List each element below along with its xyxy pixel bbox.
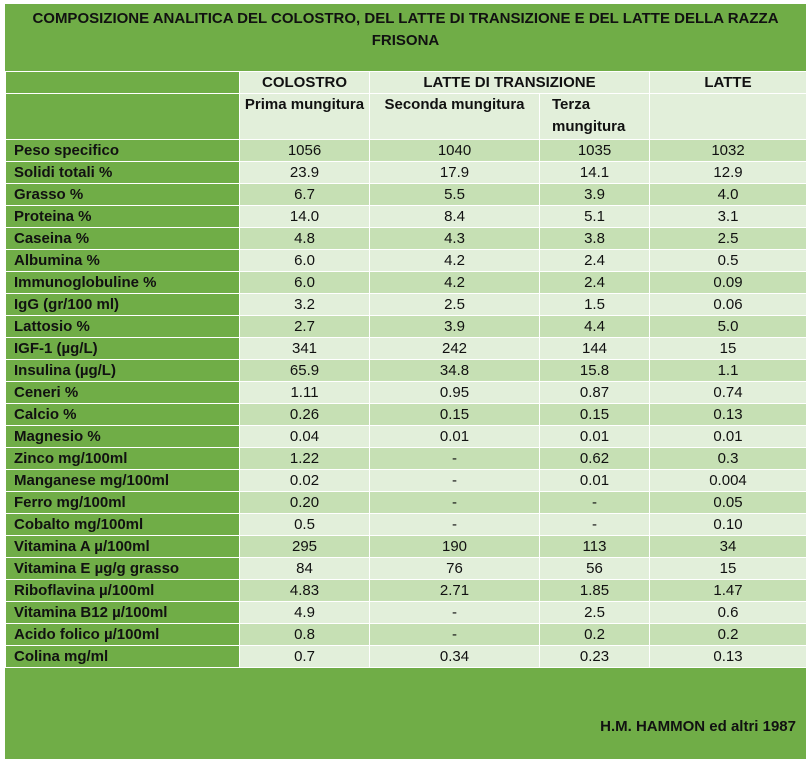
- value-cell: -: [540, 492, 650, 514]
- value-cell: 4.0: [650, 184, 807, 206]
- value-cell: 3.9: [370, 316, 540, 338]
- table-row: [6, 404, 807, 426]
- value-cell: 15: [650, 338, 807, 360]
- value-cell: 2.4: [540, 250, 650, 272]
- value-cell: 3.1: [650, 206, 807, 228]
- row-label: Magnesio %: [6, 426, 240, 448]
- value-cell: 1056: [240, 140, 370, 162]
- value-cell: 17.9: [370, 162, 540, 184]
- subheader-terza: Terza mungitura: [540, 94, 650, 140]
- row-label: Calcio %: [6, 404, 240, 426]
- value-cell: 2.5: [650, 228, 807, 250]
- table-row: [6, 250, 807, 272]
- value-cell: 0.5: [650, 250, 807, 272]
- value-cell: 0.04: [240, 426, 370, 448]
- table-row: [6, 184, 807, 206]
- row-label: Ceneri %: [6, 382, 240, 404]
- table-row: [6, 558, 807, 580]
- table-row: [6, 602, 807, 624]
- value-cell: 2.4: [540, 272, 650, 294]
- value-cell: 113: [540, 536, 650, 558]
- subheader-prima: Prima mungitura: [240, 94, 370, 140]
- value-cell: 56: [540, 558, 650, 580]
- value-cell: 0.7: [240, 646, 370, 668]
- value-cell: 0.87: [540, 382, 650, 404]
- value-cell: 0.15: [540, 404, 650, 426]
- value-cell: 4.9: [240, 602, 370, 624]
- value-cell: 14.1: [540, 162, 650, 184]
- row-label: IGF-1 (µg/L): [6, 338, 240, 360]
- row-label: Acido folico µ/100ml: [6, 624, 240, 646]
- value-cell: -: [370, 448, 540, 470]
- value-cell: 0.13: [650, 646, 807, 668]
- value-cell: 15: [650, 558, 807, 580]
- value-cell: 6.0: [240, 272, 370, 294]
- value-cell: -: [370, 514, 540, 536]
- value-cell: 242: [370, 338, 540, 360]
- value-cell: 3.2: [240, 294, 370, 316]
- value-cell: -: [370, 470, 540, 492]
- value-cell: 0.95: [370, 382, 540, 404]
- row-label: Solidi totali %: [6, 162, 240, 184]
- table-row: [6, 294, 807, 316]
- table-row: [6, 624, 807, 646]
- row-label: Vitamina B12 µ/100ml: [6, 602, 240, 624]
- table-row: [6, 492, 807, 514]
- table-row: [6, 470, 807, 492]
- value-cell: 0.15: [370, 404, 540, 426]
- header-colostro: COLOSTRO: [240, 72, 370, 94]
- header-row: [6, 72, 807, 94]
- value-cell: 4.8: [240, 228, 370, 250]
- value-cell: 5.0: [650, 316, 807, 338]
- value-cell: 12.9: [650, 162, 807, 184]
- row-label: Peso specifico: [6, 140, 240, 162]
- table-row: [6, 580, 807, 602]
- value-cell: 0.01: [540, 426, 650, 448]
- value-cell: 0.01: [650, 426, 807, 448]
- value-cell: 65.9: [240, 360, 370, 382]
- row-label: Colina mg/ml: [6, 646, 240, 668]
- value-cell: 4.83: [240, 580, 370, 602]
- value-cell: 1035: [540, 140, 650, 162]
- value-cell: 2.7: [240, 316, 370, 338]
- value-cell: 0.20: [240, 492, 370, 514]
- subheader-seconda: Seconda mungitura: [370, 94, 540, 140]
- value-cell: 4.2: [370, 272, 540, 294]
- value-cell: 0.05: [650, 492, 807, 514]
- header-latte-transizione: LATTE DI TRANSIZIONE: [370, 72, 650, 94]
- table-row: [6, 162, 807, 184]
- value-cell: 0.2: [650, 624, 807, 646]
- value-cell: -: [370, 602, 540, 624]
- table-row: [6, 316, 807, 338]
- value-cell: 1.11: [240, 382, 370, 404]
- composition-table: [5, 71, 807, 668]
- value-cell: 15.8: [540, 360, 650, 382]
- value-cell: 0.01: [370, 426, 540, 448]
- value-cell: 2.5: [540, 602, 650, 624]
- value-cell: 8.4: [370, 206, 540, 228]
- row-label: Proteina %: [6, 206, 240, 228]
- value-cell: 1.5: [540, 294, 650, 316]
- value-cell: 0.26: [240, 404, 370, 426]
- value-cell: 6.7: [240, 184, 370, 206]
- value-cell: 0.34: [370, 646, 540, 668]
- header-empty-cell: [6, 72, 240, 94]
- row-label: Vitamina A µ/100ml: [6, 536, 240, 558]
- row-label: Ferro mg/100ml: [6, 492, 240, 514]
- table-row: [6, 646, 807, 668]
- row-label: Caseina %: [6, 228, 240, 250]
- row-label: Albumina %: [6, 250, 240, 272]
- row-label: IgG (gr/100 ml): [6, 294, 240, 316]
- source-citation: H.M. HAMMON ed altri 1987: [600, 718, 796, 735]
- value-cell: 76: [370, 558, 540, 580]
- value-cell: 0.02: [240, 470, 370, 492]
- table-row: [6, 536, 807, 558]
- value-cell: 2.71: [370, 580, 540, 602]
- value-cell: 4.3: [370, 228, 540, 250]
- value-cell: -: [370, 624, 540, 646]
- value-cell: 190: [370, 536, 540, 558]
- value-cell: 34: [650, 536, 807, 558]
- value-cell: 0.6: [650, 602, 807, 624]
- value-cell: 1.22: [240, 448, 370, 470]
- value-cell: 341: [240, 338, 370, 360]
- value-cell: 0.01: [540, 470, 650, 492]
- value-cell: 0.2: [540, 624, 650, 646]
- value-cell: 0.13: [650, 404, 807, 426]
- value-cell: 0.10: [650, 514, 807, 536]
- table-title: COMPOSIZIONE ANALITICA DEL COLOSTRO, DEL LATTE DI TRANSIZIONE E DEL LATTE DELLA RAZZA FRISONA: [32, 10, 779, 49]
- value-cell: 34.8: [370, 360, 540, 382]
- value-cell: 0.62: [540, 448, 650, 470]
- value-cell: 14.0: [240, 206, 370, 228]
- row-label: Insulina (µg/L): [6, 360, 240, 382]
- value-cell: 0.06: [650, 294, 807, 316]
- value-cell: 4.2: [370, 250, 540, 272]
- value-cell: 0.74: [650, 382, 807, 404]
- table-row: [6, 426, 807, 448]
- value-cell: 295: [240, 536, 370, 558]
- table-row: [6, 272, 807, 294]
- value-cell: 5.5: [370, 184, 540, 206]
- value-cell: 0.004: [650, 470, 807, 492]
- table-row: [6, 448, 807, 470]
- subheader-row: [6, 94, 807, 140]
- row-label: Grasso %: [6, 184, 240, 206]
- composition-panel: [5, 4, 806, 759]
- value-cell: -: [370, 492, 540, 514]
- table-row: [6, 360, 807, 382]
- value-cell: 144: [540, 338, 650, 360]
- value-cell: 0.23: [540, 646, 650, 668]
- value-cell: 1.1: [650, 360, 807, 382]
- value-cell: 6.0: [240, 250, 370, 272]
- row-label: Vitamina E µg/g grasso: [6, 558, 240, 580]
- row-label: Immunoglobuline %: [6, 272, 240, 294]
- value-cell: 0.3: [650, 448, 807, 470]
- subheader-empty-cell: [6, 94, 240, 140]
- value-cell: -: [540, 514, 650, 536]
- value-cell: 5.1: [540, 206, 650, 228]
- value-cell: 1.85: [540, 580, 650, 602]
- value-cell: 3.8: [540, 228, 650, 250]
- value-cell: 23.9: [240, 162, 370, 184]
- table-row: [6, 206, 807, 228]
- value-cell: 2.5: [370, 294, 540, 316]
- row-label: Zinco mg/100ml: [6, 448, 240, 470]
- table-row: [6, 338, 807, 360]
- row-label: Cobalto mg/100ml: [6, 514, 240, 536]
- value-cell: 0.09: [650, 272, 807, 294]
- value-cell: 84: [240, 558, 370, 580]
- table-row: [6, 514, 807, 536]
- table-row: [6, 140, 807, 162]
- value-cell: 0.5: [240, 514, 370, 536]
- subheader-latte: [650, 94, 807, 140]
- value-cell: 3.9: [540, 184, 650, 206]
- row-label: Riboflavina µ/100ml: [6, 580, 240, 602]
- row-label: Lattosio %: [6, 316, 240, 338]
- row-label: Manganese mg/100ml: [6, 470, 240, 492]
- table-row: [6, 228, 807, 250]
- header-latte: LATTE: [650, 72, 807, 94]
- value-cell: 1032: [650, 140, 807, 162]
- value-cell: 1040: [370, 140, 540, 162]
- value-cell: 4.4: [540, 316, 650, 338]
- table-row: [6, 382, 807, 404]
- value-cell: 0.8: [240, 624, 370, 646]
- value-cell: 1.47: [650, 580, 807, 602]
